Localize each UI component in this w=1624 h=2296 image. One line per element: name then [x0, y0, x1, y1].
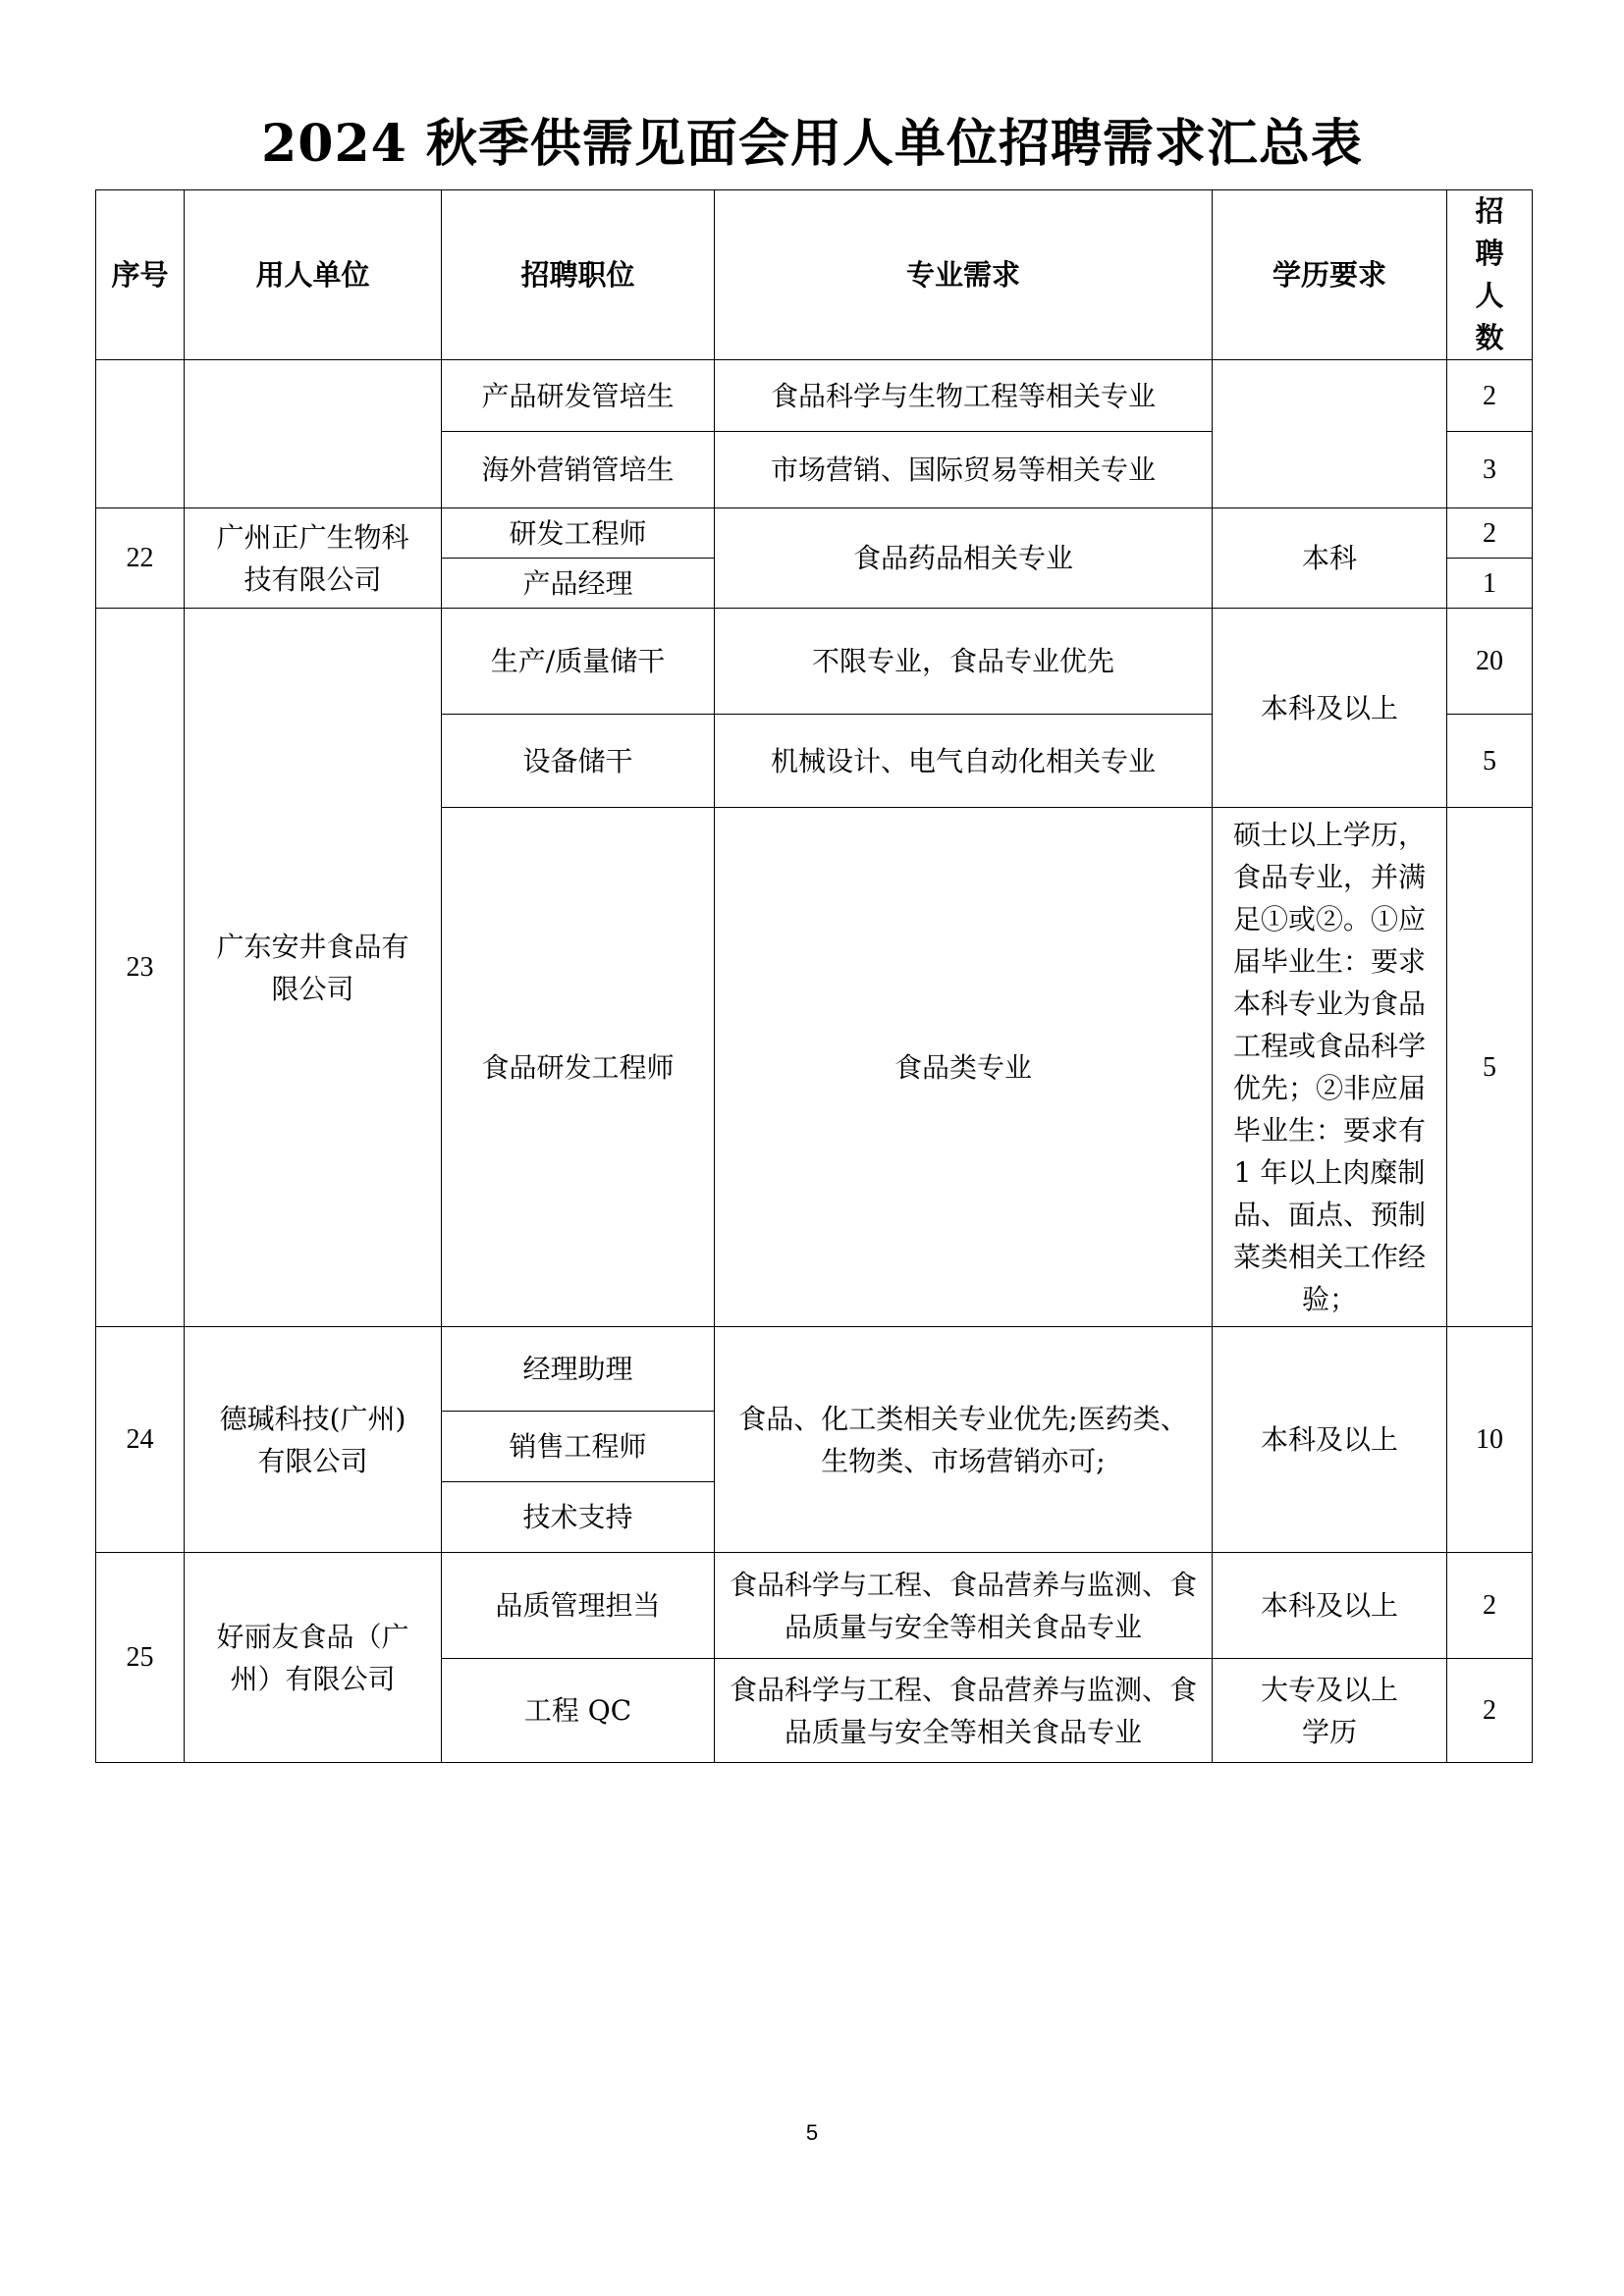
major-cell: 食品科学与工程、食品营养与监测、食品质量与安全等相关食品专业: [715, 1659, 1213, 1763]
table-row: [96, 1553, 1533, 1659]
education-cell: 本科及以上: [1213, 609, 1447, 808]
seq-cell: 22: [96, 508, 185, 609]
page-number: 5: [805, 2120, 819, 2145]
major-cell: 食品科学与工程、食品营养与监测、食品质量与安全等相关食品专业: [715, 1553, 1213, 1659]
position-cell: 工程 QC: [442, 1659, 715, 1763]
count-cell: 5: [1447, 715, 1533, 808]
major-cell: 食品药品相关专业: [715, 508, 1213, 609]
position-cell: 设备储干: [442, 715, 715, 808]
education-cell: [1213, 360, 1447, 508]
table-row: [96, 508, 1533, 559]
table-row: [96, 360, 1533, 432]
position-cell: 生产/质量储干: [442, 609, 715, 715]
position-cell: 产品研发管培生: [442, 360, 715, 432]
header-major: 专业需求: [715, 190, 1213, 360]
company-cell: 德瑊科技(广州)有限公司: [185, 1327, 442, 1553]
table-row: [96, 1327, 1533, 1412]
major-cell: 机械设计、电气自动化相关专业: [715, 715, 1213, 808]
education-cell: 本科: [1213, 508, 1447, 609]
position-cell: 产品经理: [442, 559, 715, 609]
education-cell: 本科及以上: [1213, 1327, 1447, 1553]
page-title: 2024 秋季供需见面会用人单位招聘需求汇总表: [261, 114, 1363, 174]
seq-cell: 24: [96, 1327, 185, 1553]
education-cell: 硕士以上学历，食品专业，并满足①或②。①应届毕业生：要求本科专业为食品工程或食品科学优先；②非应届毕业生：要求有 1 年以上肉糜制品、面点、预制菜类相关工作经验；: [1213, 808, 1447, 1327]
major-cell: 市场营销、国际贸易等相关专业: [715, 432, 1213, 508]
count-cell: 3: [1447, 432, 1533, 508]
table-header-row: [96, 190, 1533, 360]
count-cell: 2: [1447, 508, 1533, 559]
count-cell: 2: [1447, 1553, 1533, 1659]
company-cell: [185, 360, 442, 508]
major-cell: 不限专业，食品专业优先: [715, 609, 1213, 715]
position-cell: 食品研发工程师: [442, 808, 715, 1327]
major-cell: 食品、化工类相关专业优先;医药类、生物类、市场营销亦可;: [715, 1327, 1213, 1553]
header-position: 招聘职位: [442, 190, 715, 360]
recruitment-table: [95, 189, 1533, 1763]
seq-cell: [96, 360, 185, 508]
header-company: 用人单位: [185, 190, 442, 360]
position-cell: 销售工程师: [442, 1412, 715, 1482]
count-cell: 1: [1447, 559, 1533, 609]
position-cell: 经理助理: [442, 1327, 715, 1412]
major-cell: 食品类专业: [715, 808, 1213, 1327]
table-row: [96, 609, 1533, 715]
position-cell: 品质管理担当: [442, 1553, 715, 1659]
count-cell: 2: [1447, 360, 1533, 432]
seq-cell: 25: [96, 1553, 185, 1763]
company-cell: 广东安井食品有限公司: [185, 609, 442, 1327]
company-cell: 广州正广生物科技有限公司: [185, 508, 442, 609]
company-cell: 好丽友食品（广州）有限公司: [185, 1553, 442, 1763]
major-cell: 食品科学与生物工程等相关专业: [715, 360, 1213, 432]
header-seq: 序号: [96, 190, 185, 360]
count-cell: 2: [1447, 1659, 1533, 1763]
count-cell: 20: [1447, 609, 1533, 715]
count-cell: 5: [1447, 808, 1533, 1327]
count-cell: 10: [1447, 1327, 1533, 1553]
header-count: 招聘人数: [1447, 190, 1533, 360]
education-cell: 本科及以上: [1213, 1553, 1447, 1659]
position-cell: 研发工程师: [442, 508, 715, 559]
position-cell: 技术支持: [442, 1482, 715, 1553]
position-cell: 海外营销管培生: [442, 432, 715, 508]
seq-cell: 23: [96, 609, 185, 1327]
education-cell: 大专及以上学历: [1213, 1659, 1447, 1763]
header-education: 学历要求: [1213, 190, 1447, 360]
